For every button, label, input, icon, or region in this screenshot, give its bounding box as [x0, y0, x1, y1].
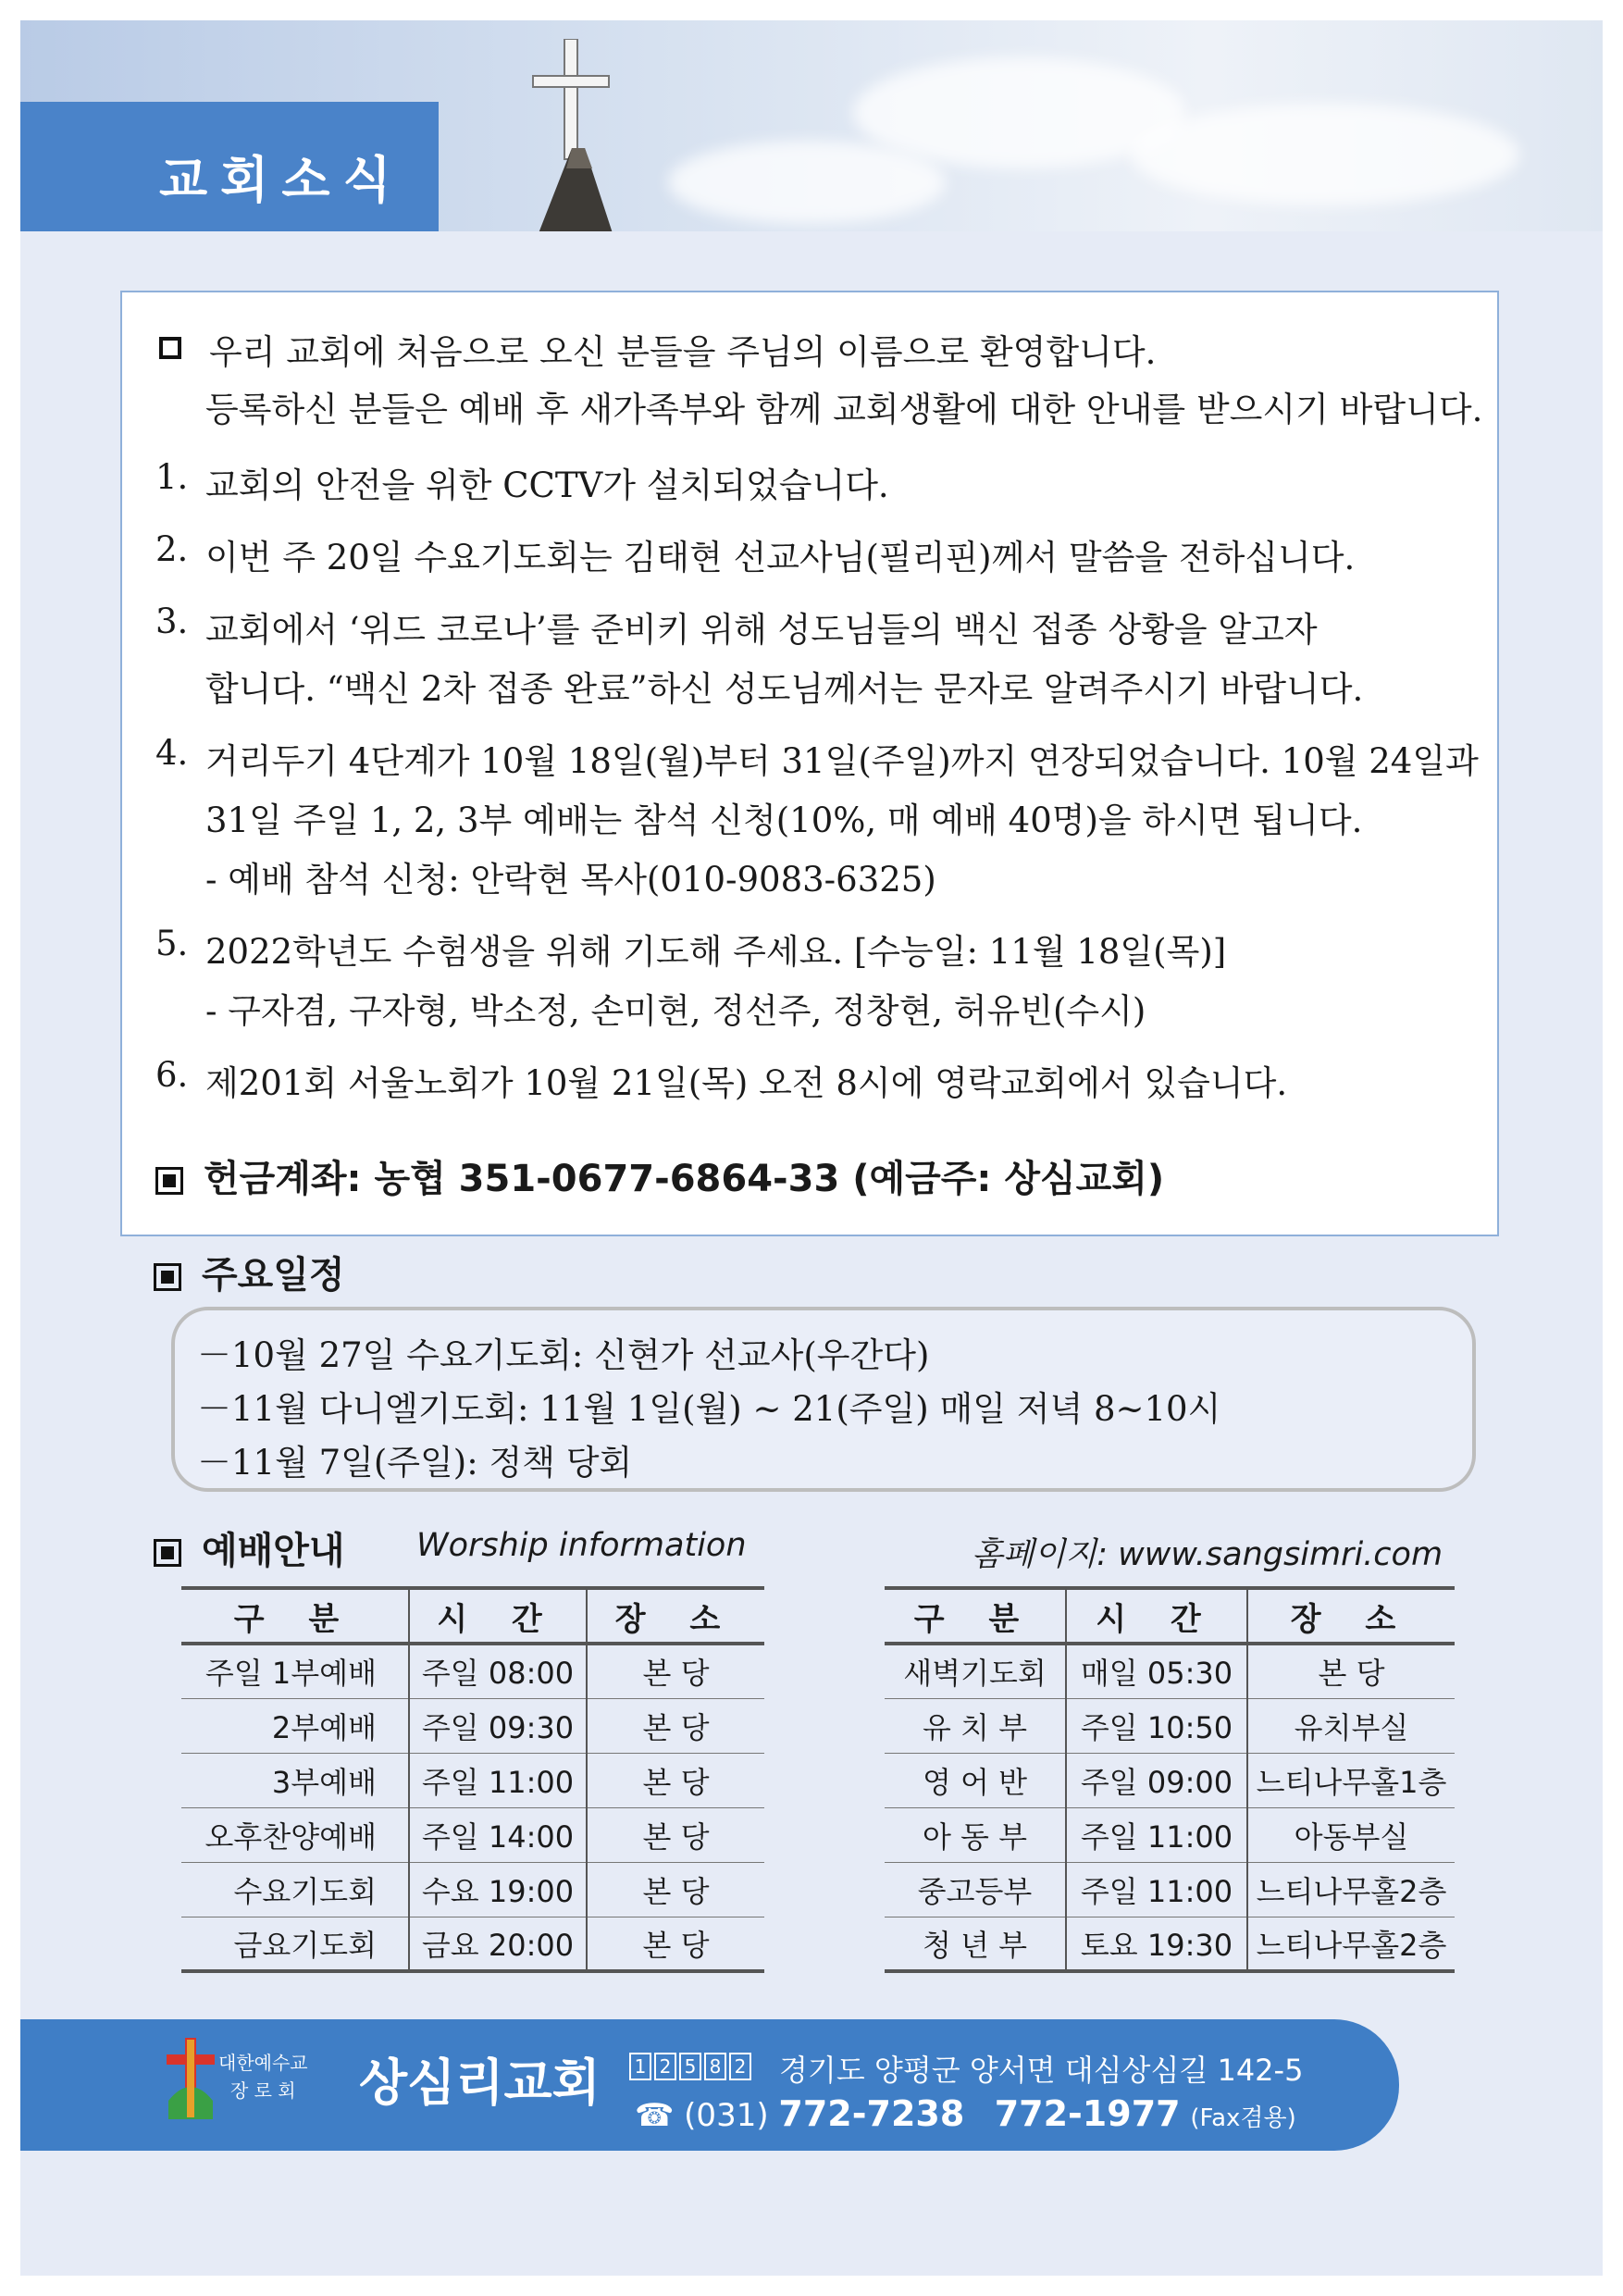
- notice-item-5-line-2: - 구자겸, 구자형, 박소정, 손미현, 정선주, 정창현, 허유빈(수시): [205, 991, 1146, 1031]
- department-name: 중고등부: [885, 1862, 1066, 1917]
- header-banner: [20, 20, 1603, 231]
- department-place: 느티나무홀1층: [1247, 1753, 1455, 1807]
- schedule-line-2: －11월 다니엘기도회: 11월 1일(월) ~ 21(주일) 매일 저녁 8~10시: [197, 1389, 1221, 1429]
- department-time: 주일 09:00: [1066, 1753, 1247, 1807]
- service-name: 금요기도회: [181, 1917, 409, 1971]
- worship-heading: [154, 1521, 345, 1574]
- table-row: [181, 1807, 764, 1862]
- zip-digit: 1: [629, 2053, 651, 2080]
- church-address: 경기도 양평군 양서면 대심상심길 142-5: [779, 2053, 1304, 2088]
- service-name: 2부예배: [181, 1698, 409, 1753]
- service-name: 오후찬양예배: [181, 1807, 409, 1862]
- item-number: 5.: [155, 924, 189, 963]
- service-place: 본 당: [587, 1807, 764, 1862]
- worship-table-left: [181, 1586, 764, 1973]
- notice-item-1: 교회의 안전을 위한 CCTV가 설치되었습니다.: [205, 465, 889, 505]
- table-row: [885, 1644, 1455, 1698]
- table-row: [181, 1644, 764, 1698]
- worship-table-right: [885, 1586, 1455, 1973]
- table-row: [181, 1917, 764, 1971]
- tel-prefix: (031): [684, 2097, 769, 2134]
- tel-number-2: 772-1977: [994, 2093, 1181, 2134]
- item-number: 2.: [155, 529, 189, 569]
- notice-item-4-line-2: 31일 주일 1, 2, 3부 예배는 참석 신청(10%, 매 예배 40명)을 하시면 됩니다.: [205, 800, 1363, 840]
- schedule-box: [171, 1307, 1476, 1492]
- service-time: 주일 14:00: [409, 1807, 587, 1862]
- zip-digit: 2: [654, 2053, 676, 2080]
- department-name: 청 년 부: [885, 1917, 1066, 1971]
- denomination-line-2: 장 로 회: [229, 2079, 296, 2102]
- service-place: 본 당: [587, 1753, 764, 1807]
- schedule-heading-text: 주요일정: [202, 1254, 345, 1297]
- service-place: 본 당: [587, 1644, 764, 1698]
- service-place: 본 당: [587, 1917, 764, 1971]
- table-row: [885, 1698, 1455, 1753]
- department-time: 주일 11:00: [1066, 1807, 1247, 1862]
- item-number: 1.: [155, 457, 189, 497]
- service-time: 금요 20:00: [409, 1917, 587, 1971]
- welcome-line-1: 우리 교회에 처음으로 오신 분들을 주님의 이름으로 환영합니다.: [209, 332, 1157, 372]
- fax-note: (Fax겸용): [1190, 2104, 1296, 2132]
- service-place: 본 당: [587, 1698, 764, 1753]
- notice-item-4-line-3: - 예배 참석 신청: 안락현 목사(010-9083-6325): [205, 860, 936, 900]
- page-title: 교회소식: [159, 151, 404, 209]
- table-row: [181, 1862, 764, 1917]
- welcome-line-2: 등록하신 분들은 예배 후 새가족부와 함께 교회생활에 대한 안내를 받으시기 바랍니다.: [205, 390, 1483, 429]
- offering-account: [155, 1149, 1164, 1202]
- column-header: 시 간: [409, 1588, 587, 1644]
- department-place: 유치부실: [1247, 1698, 1455, 1753]
- item-number: 3.: [155, 602, 189, 641]
- column-header: 구 분: [885, 1588, 1066, 1644]
- notice-item-4-line-1: 거리두기 4단계가 10월 18일(월)부터 31일(주일)까지 연장되었습니다. 10월 24일과: [205, 741, 1479, 781]
- department-name: 유 치 부: [885, 1698, 1066, 1753]
- filled-square-icon: [154, 1539, 181, 1567]
- schedule-line-1: －10월 27일 수요기도회: 신현가 선교사(우간다): [197, 1335, 930, 1375]
- service-time: 주일 08:00: [409, 1644, 587, 1698]
- table-row: [885, 1862, 1455, 1917]
- zip-code: [629, 2053, 751, 2080]
- notice-box: [120, 291, 1499, 1236]
- department-name: 영 어 반: [885, 1753, 1066, 1807]
- filled-square-icon: [155, 1167, 183, 1195]
- filled-square-icon: [154, 1263, 181, 1291]
- department-time: 토요 19:30: [1066, 1917, 1247, 1971]
- department-place: 느티나무홀2층: [1247, 1862, 1455, 1917]
- service-name: 주일 1부예배: [181, 1644, 409, 1698]
- checkbox-square-icon: [159, 337, 181, 359]
- column-header: 장 소: [587, 1588, 764, 1644]
- column-header: 구 분: [181, 1588, 409, 1644]
- notice-item-2: 이번 주 20일 수요기도회는 김태현 선교사님(필리핀)께서 말씀을 전하십니다.: [205, 538, 1356, 577]
- service-time: 주일 09:30: [409, 1698, 587, 1753]
- worship-subtitle: Worship information: [416, 1527, 747, 1564]
- table-header-row: [885, 1588, 1455, 1644]
- phone-icon: ☎: [635, 2097, 675, 2134]
- notice-item-6: 제201회 서울노회가 10월 21일(목) 오전 8시에 영락교회에서 있습니다.: [205, 1063, 1288, 1103]
- table-row: [885, 1807, 1455, 1862]
- worship-heading-text: 예배안내: [202, 1530, 345, 1572]
- department-time: 주일 11:00: [1066, 1862, 1247, 1917]
- table-row: [181, 1753, 764, 1807]
- notice-item-5-line-1: 2022학년도 수험생을 위해 기도해 주세요. [수능일: 11월 18일(목)]: [205, 932, 1227, 972]
- church-cross-icon: [502, 39, 650, 231]
- church-name: 상심리교회: [359, 2054, 601, 2112]
- zip-digit: 2: [729, 2053, 751, 2080]
- department-time: 주일 10:50: [1066, 1698, 1247, 1753]
- tel-number-1: 772-7238: [778, 2093, 965, 2134]
- church-logo-icon: [163, 2036, 218, 2121]
- service-time: 주일 11:00: [409, 1753, 587, 1807]
- zip-digit: 8: [704, 2053, 726, 2080]
- department-place: 본 당: [1247, 1644, 1455, 1698]
- denomination-line-1: 대한예수교: [218, 2052, 308, 2074]
- homepage-url: 홈페이지: www.sangsimri.com: [972, 1536, 1443, 1573]
- department-name: 아 동 부: [885, 1807, 1066, 1862]
- denomination: [218, 2049, 308, 2104]
- department-name: 새벽기도회: [885, 1644, 1066, 1698]
- table-row: [885, 1753, 1455, 1807]
- schedule-heading: [154, 1246, 345, 1298]
- offering-text: 헌금계좌: 농협 351-0677-6864-33 (예금주: 상심교회): [204, 1158, 1165, 1200]
- service-name: 3부예배: [181, 1753, 409, 1807]
- service-place: 본 당: [587, 1862, 764, 1917]
- notice-item-3-line-2: 합니다. “백신 2차 접종 완료”하신 성도님께서는 문자로 알려주시기 바랍니다.: [205, 669, 1364, 709]
- service-name: 수요기도회: [181, 1862, 409, 1917]
- notice-item-3-line-1: 교회에서 ‘위드 코로나’를 준비키 위해 성도님들의 백신 접종 상황을 알고자: [205, 610, 1318, 650]
- item-number: 6.: [155, 1055, 189, 1095]
- table-header-row: [181, 1588, 764, 1644]
- service-time: 수요 19:00: [409, 1862, 587, 1917]
- department-place: 느티나무홀2층: [1247, 1917, 1455, 1971]
- item-number: 4.: [155, 733, 189, 773]
- table-row: [885, 1917, 1455, 1971]
- department-place: 아동부실: [1247, 1807, 1455, 1862]
- column-header: 시 간: [1066, 1588, 1247, 1644]
- department-time: 매일 05:30: [1066, 1644, 1247, 1698]
- schedule-line-3: －11월 7일(주일): 정책 당회: [197, 1443, 633, 1483]
- zip-digit: 5: [679, 2053, 701, 2080]
- column-header: 장 소: [1247, 1588, 1455, 1644]
- table-row: [181, 1698, 764, 1753]
- church-phone: [635, 2093, 1296, 2134]
